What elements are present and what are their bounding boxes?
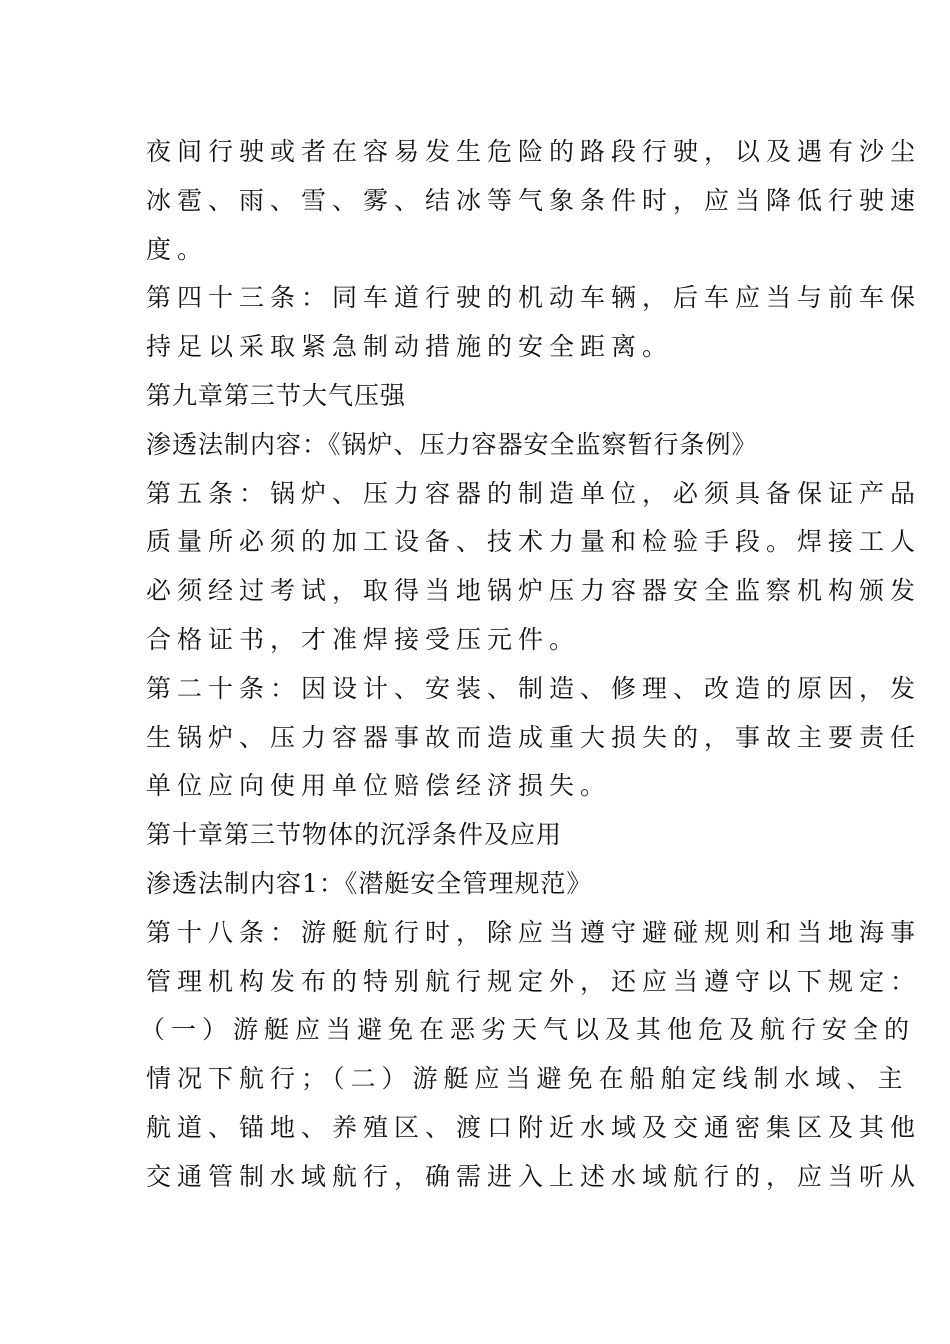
article-20-line-1: 第二十条：因设计、安装、制造、修理、改造的原因，发 xyxy=(146,673,922,703)
article-5-line-2: 质量所必须的加工设备、技术力量和检验手段。焊接工人 xyxy=(146,527,922,557)
article-43-line-2: 持足以采取紧急制动措施的安全距离。 xyxy=(146,332,674,362)
article-18-line-4: 情况下航行；（二）游艇应当避免在船舶定线制水域、主 xyxy=(146,1064,909,1094)
text-line-3: 度。 xyxy=(146,234,209,264)
article-5-line-4: 合格证书，才准焊接受压元件。 xyxy=(146,624,581,654)
article-20-line-2: 生锅炉、压力容器事故而造成重大损失的，事故主要责任 xyxy=(146,722,922,752)
article-18-line-1: 第十八条：游艇航行时，除应当遵守避碰规则和当地海事 xyxy=(146,917,922,947)
legal-content-boiler-regulation: 渗透法制内容：《锅炉、压力容器安全监察暂行条例》 xyxy=(146,429,758,459)
legal-content-submarine-safety: 渗透法制内容1：《潜艇安全管理规范》 xyxy=(146,868,593,898)
text-line-2: 冰雹、雨、雪、雾、结冰等气象条件时，应当降低行驶速 xyxy=(146,185,922,215)
article-18-line-6: 交通管制水域航行，确需进入上述水域航行的，应当听从 xyxy=(146,1161,922,1191)
article-5-line-1: 第五条：锅炉、压力容器的制造单位，必须具备保证产品 xyxy=(146,478,922,508)
article-18-line-5: 航道、锚地、养殖区、渡口附近水域及交通密集区及其他 xyxy=(146,1112,922,1142)
section-heading-buoyancy: 第十章第三节物体的沉浮条件及应用 xyxy=(146,820,563,850)
section-heading-atmospheric-pressure: 第九章第三节大气压强 xyxy=(146,380,407,410)
text-line-1: 夜间行驶或者在容易发生危险的路段行驶，以及遇有沙尘 xyxy=(146,137,922,166)
document-body xyxy=(140,128,922,1202)
article-18-line-3: （一）游艇应当避免在恶劣天气以及其他危及航行安全的 xyxy=(140,1015,916,1045)
article-20-line-3: 单位应向使用单位赔偿经济损失。 xyxy=(146,771,612,801)
article-43-line-1: 第四十三条：同车道行驶的机动车辆，后车应当与前车保 xyxy=(146,283,922,313)
article-18-line-2: 管理机构发布的特别航行规定外，还应当遵守以下规定： xyxy=(146,966,922,996)
article-5-line-3: 必须经过考试，取得当地锅炉压力容器安全监察机构颁发 xyxy=(146,576,922,606)
